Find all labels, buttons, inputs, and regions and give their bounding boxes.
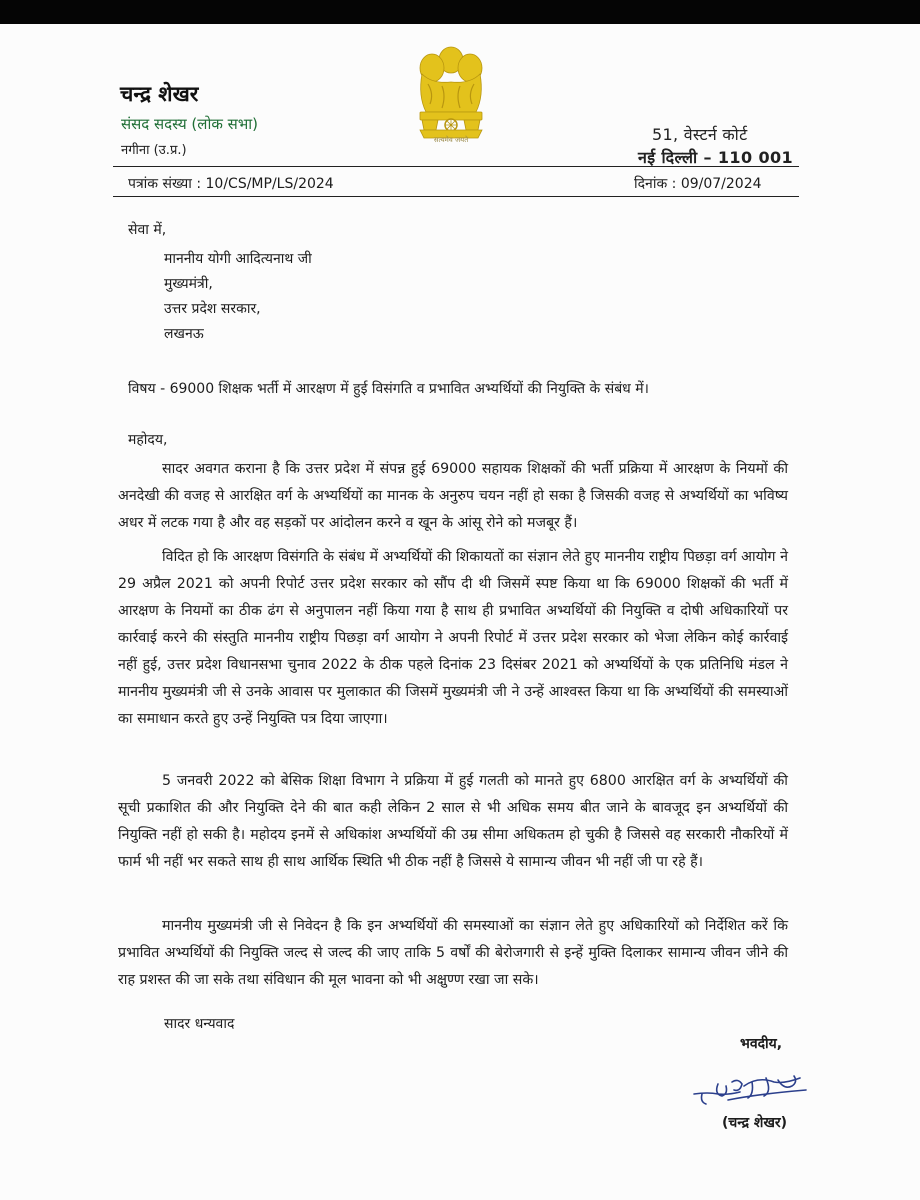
recipient-line: मुख्यमंत्री, (164, 276, 213, 292)
header-divider-top (113, 166, 799, 167)
screenshot-top-bar (0, 0, 920, 24)
closing-thanks: सादर धन्यवाद (164, 1016, 235, 1032)
emblem-motto: सत्यमेव जयते (433, 136, 469, 144)
sender-constituency: नगीना (उ.प्र.) (121, 143, 187, 158)
national-emblem-icon (408, 38, 494, 166)
letter-date: दिनांक : 09/07/2024 (634, 176, 762, 192)
signatory-name: (चन्द्र शेखर) (722, 1115, 788, 1131)
address-line-2: नई दिल्ली – 110 001 (638, 148, 794, 167)
header-divider-bottom (113, 196, 799, 197)
letter-subject: विषय - 69000 शिक्षक भर्ती में आरक्षण में हुई विसंगति व प्रभावित अभ्यर्थियों की नियुक्ति के संबंध में। (128, 381, 649, 397)
body-paragraph-3: 5 जनवरी 2022 को बेसिक शिक्षा विभाग ने प्रक्रिया में हुई गलती को मानते हुए 6800 आरक्षित वर्ग के अभ्यर्थियों की सूची प्रकाशित की और नियुक्ति देने की बात कही लेकिन 2 साल से भी अधिक समय बीत जाने के बावजूद इन अभ्यर्थियों की नियुक्ति नहीं हो सकी है। महोदय इनमें से अधिकांश अभ्यर्थियों की उम्र सीमा अधिकतम हो चुकी है जिससे वह सरकारी नौकरियों में फार्म भी नहीं भर सकते साथ ही साथ आर्थिक स्थिति भी ठीक नहीं है जिससे ये सामान्य जीवन भी नहीं जी पा रहे हैं। (118, 773, 788, 870)
body-paragraph-1: सादर अवगत कराना है कि उत्तर प्रदेश में संपन्न हुई 69000 सहायक शिक्षकों की भर्ती प्रक्रिया में आरक्षण के नियमों की अनदेखी की वजह से आरक्षित वर्ग के अभ्यर्थियों का मानक के अनुरुप चयन नहीं हो सका है जिसकी वजह से अभ्यर्थियों का भविष्य अधर में लटक गया है और वह सड़कों पर आंदोलन करने व खून के आंसू रोने को मजबूर हैं। (118, 461, 788, 531)
reference-number: पत्रांक संख्या : 10/CS/MP/LS/2024 (128, 176, 334, 192)
recipient-to: सेवा में, (128, 222, 167, 238)
recipient-line: उत्तर प्रदेश सरकार, (164, 301, 261, 317)
closing-yours: भवदीय, (740, 1036, 783, 1052)
salutation: महोदय, (128, 432, 168, 448)
recipient-line: माननीय योगी आदित्यनाथ जी (164, 251, 312, 267)
handwritten-signature (688, 1064, 814, 1110)
body-paragraph-4: माननीय मुख्यमंत्री जी से निवेदन है कि इन अभ्यर्थियों की समस्याओं का संज्ञान लेते हुए अधिकारियों को निर्देशित करें कि प्रभावित अभ्यर्थियों की नियुक्ति जल्द से जल्द की जाए ताकि 5 वर्षों की बेरोजगारी से इन्हें मुक्ति दिलाकर सामान्य जीवन जीने की राह प्रशस्त की जा सके तथा संविधान की मूल भावना को भी अक्षुण्ण रखा जा सके। (118, 918, 788, 988)
sender-name: चन्द्र शेखर (120, 82, 199, 106)
recipient-line: लखनऊ (164, 326, 204, 342)
sender-designation: संसद सदस्य (लोक सभा) (121, 115, 259, 133)
body-paragraph-2: विदित हो कि आरक्षण विसंगति के संबंध में अभ्यर्थियों की शिकायतों का संज्ञान लेते हुए माननीय राष्ट्रीय पिछड़ा वर्ग आयोग ने 29 अप्रैल 2021 को अपनी रिपोर्ट उत्तर प्रदेश सरकार को सौंप दी थी जिसमें स्पष्ट किया था कि 69000 शिक्षकों की भर्ती में आरक्षण के नियमों का ठीक ढंग से अनुपालन नहीं किया गया है साथ ही प्रभावित अभ्यर्थियों की नियुक्ति व दोषी अधिकारियों पर कार्रवाई करने की संस्तुति माननीय राष्ट्रीय पिछड़ा वर्ग आयोग ने अपनी रिपोर्ट में उत्तर प्रदेश सरकार को भेजा लेकिन कोई कार्रवाई नहीं हुई, उत्तर प्रदेश विधानसभा चुनाव 2022 के ठीक पहले दिनांक 23 दिसंबर 2021 को अभ्यर्थियों के एक प्रतिनिधि मंडल ने माननीय मुख्यमंत्री जी से उनके आवास पर मुलाकात की जिसमें मुख्यमंत्री जी ने उन्हें आश्वस्त किया था कि अभ्यर्थियों की समस्याओं का समाधान करते हुए उन्हें नियुक्ति पत्र दिया जाएगा। (118, 549, 788, 727)
address-line-1: 51, वेस्टर्न कोर्ट (652, 125, 748, 144)
